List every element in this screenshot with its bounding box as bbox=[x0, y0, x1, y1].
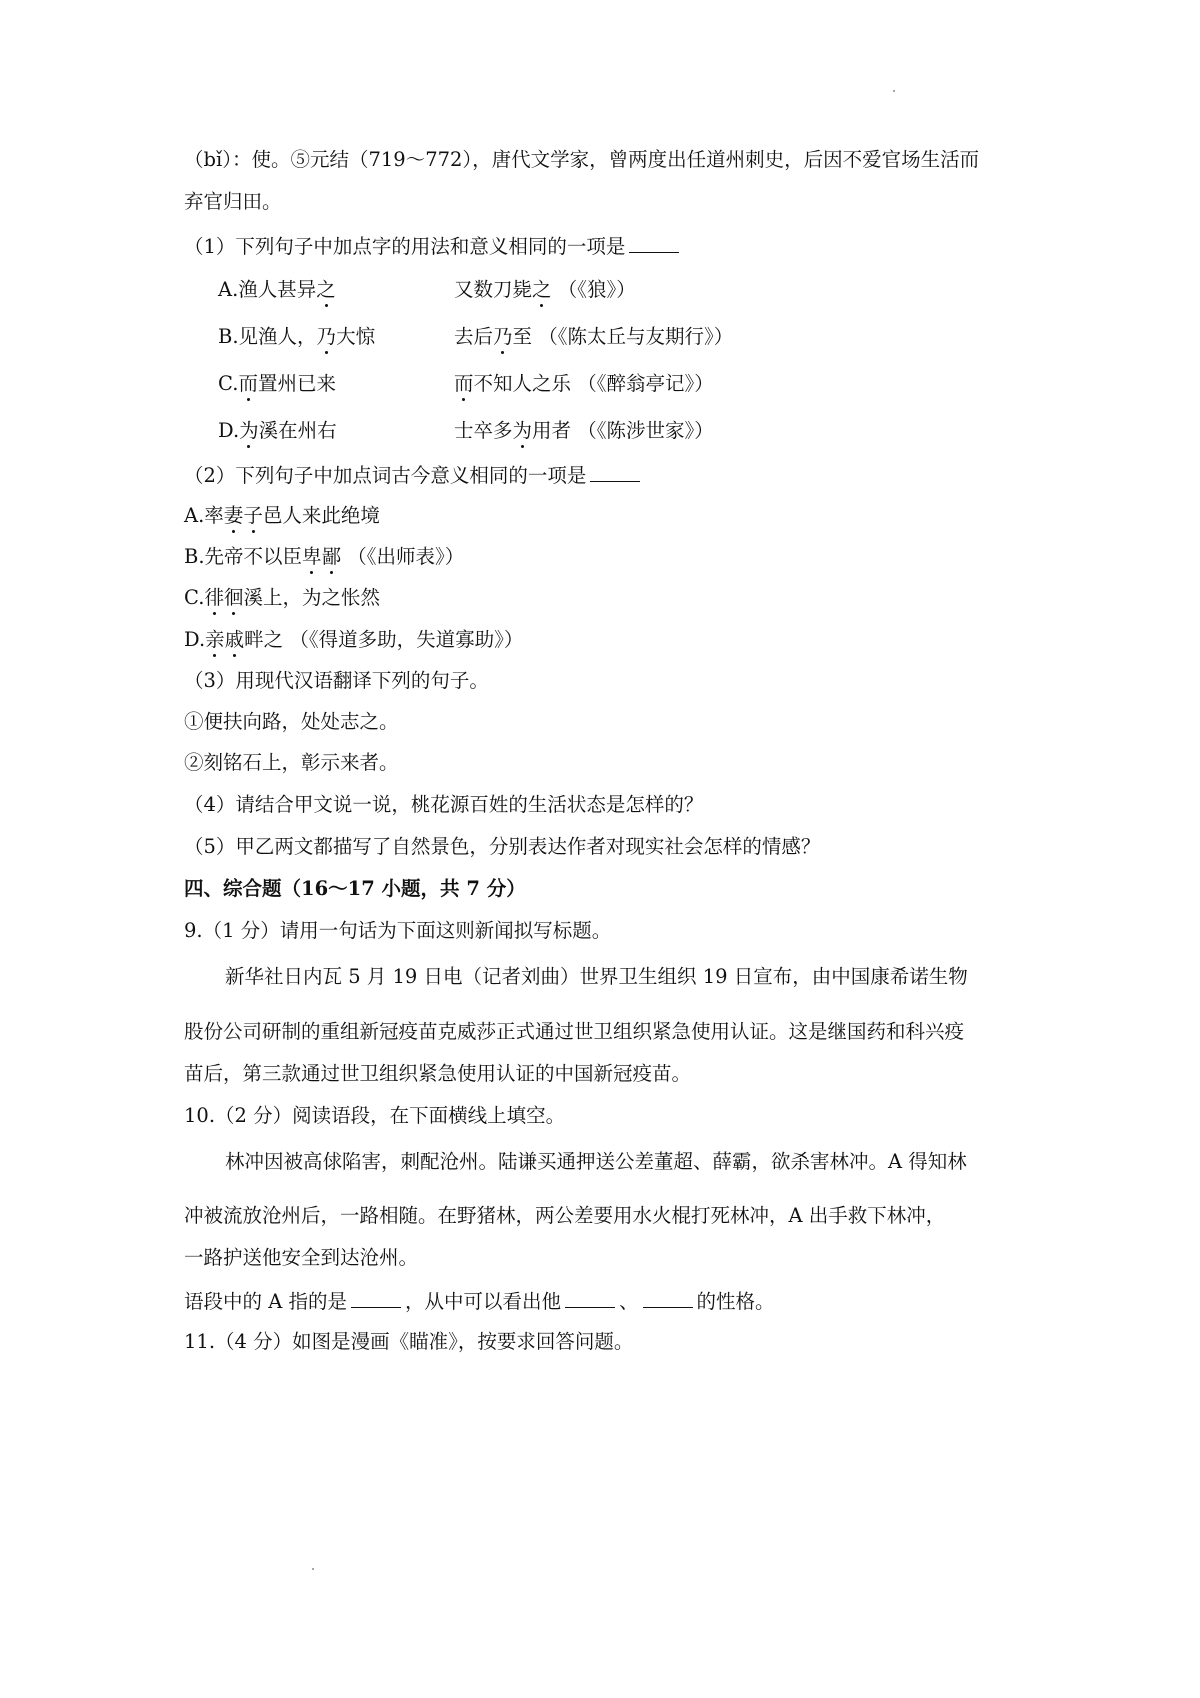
q10-blank-name[interactable] bbox=[351, 1285, 401, 1308]
q4-stem: （4）请结合甲文说一说，桃花源百姓的生活状态是怎样的？ bbox=[184, 793, 704, 816]
dotted-char: 为 bbox=[512, 419, 533, 442]
dotted-char: 乃 bbox=[493, 325, 513, 348]
q3-sentence-1: ①便扶向路，处处志之。 bbox=[184, 710, 399, 733]
q10-passage-line-2: 冲被流放沧州后，一路相随。在野猪林，两公差要用水火棍打死林冲，A 出手救下林冲， bbox=[184, 1204, 946, 1227]
q1-option-d: D.为溪在州右 士卒多为用者 （《陈涉世家》） bbox=[218, 419, 714, 442]
q9-news-line-1: 新华社日内瓦 5 月 19 日电（记者刘曲）世界卫生组织 19 日宣布，由中国康希诺生物 bbox=[225, 965, 968, 988]
q11-title: 11.（4 分）如图是漫画《瞄准》，按要求回答问题。 bbox=[184, 1330, 634, 1353]
dotted-char: 乃 bbox=[316, 325, 337, 348]
dotted-char: 徘 bbox=[204, 586, 224, 609]
q9-news-line-2: 股份公司研制的重组新冠疫苗克威莎正式通过世卫组织紧急使用认证。这是继国药和科兴疫 bbox=[184, 1020, 965, 1043]
q2-option-d: D.亲戚畔之 （《得道多助，失道寡助》） bbox=[184, 628, 524, 651]
q2-stem: （2）下列句子中加点词古今意义相同的一项是 bbox=[184, 459, 1200, 491]
q3-sentence-2: ②刻铭石上，彰示来者。 bbox=[184, 751, 399, 774]
note-line-1: （bǐ）：使。⑤元结（719～772），唐代文学家，曾两度出任道州刺史，后因不爱官场生活而 bbox=[184, 148, 980, 171]
q10-title: 10.（2 分）阅读语段，在下面横线上填空。 bbox=[184, 1104, 566, 1127]
q10-blank-trait-1[interactable] bbox=[565, 1285, 615, 1308]
dotted-char: 而 bbox=[454, 372, 474, 395]
q1-stem: （1）下列句子中加点字的用法和意义相同的一项是 bbox=[184, 230, 1200, 262]
q5-stem: （5）甲乙两文都描写了自然景色，分别表达作者对现实社会怎样的情感？ bbox=[184, 835, 821, 858]
q9-title: 9.（1 分）请用一句话为下面这则新闻拟写标题。 bbox=[184, 919, 612, 942]
q1-option-b: B.见渔人，乃大惊 去后乃至 （《陈太丘与友期行》） bbox=[218, 325, 734, 348]
section-4-heading: 四、综合题（16～17 小题，共 7 分） bbox=[184, 877, 526, 900]
q2-option-b: B.先帝不以臣卑鄙 （《出师表》） bbox=[184, 545, 465, 568]
scan-dot-bottom bbox=[312, 1568, 314, 1570]
q10-passage-line-1: 林冲因被高俅陷害，刺配沧州。陆谦买通押送公差董超、薛霸，欲杀害林冲。A 得知林 bbox=[225, 1150, 967, 1173]
q3-stem: （3）用现代汉语翻译下列的句子。 bbox=[184, 669, 489, 692]
dotted-char: 徊 bbox=[223, 586, 244, 609]
q2-answer-blank[interactable] bbox=[590, 459, 640, 482]
dotted-char: 妻 bbox=[223, 504, 244, 527]
dotted-char: 鄙 bbox=[321, 545, 342, 568]
dotted-char: 戚 bbox=[224, 628, 245, 651]
q1-option-c: C.而置州已来 而不知人之乐 （《醉翁亭记》） bbox=[218, 372, 714, 395]
dotted-word bbox=[224, 504, 263, 527]
dotted-char: 之 bbox=[532, 278, 552, 301]
dotted-char: 之 bbox=[316, 278, 336, 301]
q9-news-line-3: 苗后，第三款通过世卫组织紧急使用认证的中国新冠疫苗。 bbox=[184, 1062, 692, 1085]
dotted-char: 卑 bbox=[302, 545, 322, 568]
scan-dot-top bbox=[893, 90, 895, 92]
dotted-char: 亲 bbox=[205, 628, 225, 651]
dotted-word bbox=[205, 628, 244, 651]
dotted-char: 子 bbox=[243, 504, 263, 527]
dotted-char: 为 bbox=[239, 419, 259, 442]
q10-passage-line-3: 一路护送他安全到达沧州。 bbox=[184, 1246, 419, 1269]
q2-option-c: C.徘徊溪上，为之怅然 bbox=[184, 586, 380, 609]
q2-option-a: A.率妻子邑人来此绝境 bbox=[184, 504, 380, 527]
note-line-2: 弃官归田。 bbox=[184, 190, 282, 213]
dotted-char: 而 bbox=[238, 372, 258, 395]
dotted-word bbox=[302, 545, 341, 568]
q10-blank-trait-2[interactable] bbox=[643, 1285, 693, 1308]
q10-fill-line: 语段中的 A 指的是 ，从中可以看出他 、 的性格。 bbox=[184, 1285, 1200, 1317]
dotted-word bbox=[204, 586, 243, 609]
q1-option-a: A.渔人甚异之 又数刀毙之 （《狼》） bbox=[218, 278, 636, 301]
q1-answer-blank[interactable] bbox=[629, 230, 679, 253]
